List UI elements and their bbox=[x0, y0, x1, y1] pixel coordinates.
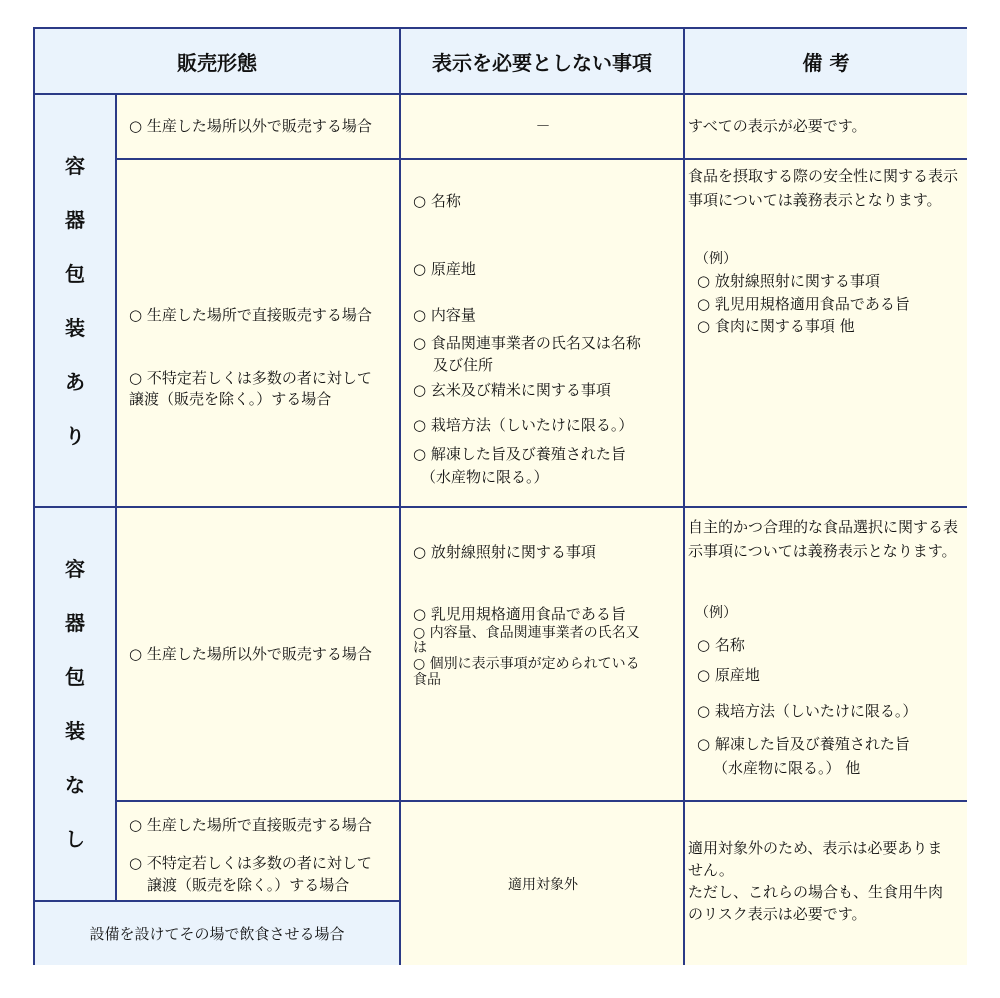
form-text: ○ 生産した場所以外で販売する場合 bbox=[129, 117, 372, 135]
with-container-char: 容 bbox=[65, 153, 85, 178]
without-container-char: な bbox=[65, 773, 85, 797]
form-text: ○ 生産した場所で直接販売する場合 bbox=[129, 306, 372, 324]
without-container-row2-form bbox=[117, 802, 401, 902]
with-container-char: 装 bbox=[65, 315, 85, 340]
remarks-text: 自主的かつ合理的な食品選択に関する表示事項については義務表示となります。 bbox=[688, 518, 959, 560]
without-container-row1-form bbox=[117, 508, 401, 802]
form-text: ○ 不特定若しくは多数の者に対して bbox=[129, 854, 372, 872]
dash-text: － bbox=[535, 117, 551, 135]
with-container-row2-items bbox=[401, 160, 685, 508]
example-item: （水産物に限る。） 他 bbox=[713, 759, 861, 777]
with-container-row1-remarks bbox=[685, 95, 967, 160]
eat-in-text: 設備を設けてその場で飲食させる場合 bbox=[89, 925, 345, 943]
with-container-char: り bbox=[65, 423, 85, 448]
example-label: （例） bbox=[695, 251, 737, 267]
with-container-char: 包 bbox=[65, 261, 85, 286]
list-item: ○ 内容量、食品関連事業者の氏名又 bbox=[413, 625, 640, 641]
remarks-text: ただし、これらの場合も、生食用牛肉 bbox=[688, 883, 944, 901]
without-container-row1-remarks bbox=[685, 508, 967, 802]
header-remarks-label: 備 考 bbox=[802, 50, 850, 75]
with-container-row2-form bbox=[117, 160, 401, 508]
example-item: ○ 原産地 bbox=[697, 666, 760, 684]
example-item: ○ 食肉に関する事項 他 bbox=[697, 317, 855, 335]
remarks-text: 食品を摂取する際の安全性に関する表示事項については義務表示となります。 bbox=[688, 167, 959, 209]
header-not-required bbox=[401, 29, 685, 95]
without-container-char: 容 bbox=[65, 557, 85, 581]
without-container-label bbox=[35, 508, 117, 902]
example-label: （例） bbox=[695, 605, 737, 621]
remarks-text: すべての表示が必要です。 bbox=[688, 117, 867, 135]
header-sales-form-label: 販売形態 bbox=[177, 50, 257, 75]
not-applicable-remarks bbox=[685, 802, 967, 965]
remarks-text: せん。 bbox=[688, 861, 734, 879]
list-item: ○ 原産地 bbox=[413, 260, 476, 278]
remarks-text: 適用対象外のため、表示は必要ありま bbox=[688, 839, 943, 857]
example-item: ○ 放射線照射に関する事項 bbox=[697, 272, 880, 290]
without-container-char: 包 bbox=[65, 665, 85, 689]
with-container-char: 器 bbox=[65, 207, 85, 232]
list-item: ○ 個別に表示事項が定められている bbox=[413, 656, 640, 672]
with-container-row1-form bbox=[117, 95, 401, 160]
header-not-required-label: 表示を必要としない事項 bbox=[432, 50, 652, 75]
form-text: 譲渡（販売を除く。）する場合 bbox=[147, 876, 350, 894]
remarks-text: のリスク表示は必要です。 bbox=[688, 905, 867, 923]
with-container-row2-remarks bbox=[685, 160, 967, 508]
list-item: ○ 放射線照射に関する事項 bbox=[413, 543, 596, 561]
with-container-row1-items bbox=[401, 95, 685, 160]
example-item: ○ 名称 bbox=[697, 636, 745, 654]
without-container-char: 器 bbox=[65, 611, 85, 635]
form-text: ○ 不特定若しくは多数の者に対して bbox=[129, 369, 372, 387]
with-container-char: あ bbox=[65, 369, 85, 394]
list-item: ○ 玄米及び精米に関する事項 bbox=[413, 381, 611, 399]
example-item: ○ 解凍した旨及び養殖された旨 bbox=[697, 735, 910, 753]
list-item: ○ 名称 bbox=[413, 192, 461, 210]
list-item: ○ 内容量 bbox=[413, 306, 476, 324]
not-applicable-items bbox=[401, 802, 685, 965]
list-item: ○ 食品関連事業者の氏名又は名称 bbox=[413, 334, 641, 352]
header-sales-form bbox=[35, 29, 401, 95]
without-container-char: 装 bbox=[65, 719, 85, 743]
list-item: （水産物に限る。） bbox=[421, 468, 549, 486]
not-applicable-text: 適用対象外 bbox=[508, 877, 578, 893]
list-item: ○ 乳児用規格適用食品である旨 bbox=[413, 605, 626, 623]
header-remarks bbox=[685, 29, 967, 95]
example-item: ○ 栽培方法（しいたけに限る。） bbox=[697, 702, 918, 720]
without-container-row1-items bbox=[401, 508, 685, 802]
list-item: ○ 解凍した旨及び養殖された旨 bbox=[413, 445, 626, 463]
example-item: ○ 乳児用規格適用食品である旨 bbox=[697, 295, 910, 313]
form-text: ○ 生産した場所以外で販売する場合 bbox=[129, 645, 372, 663]
without-container-char: し bbox=[65, 827, 85, 851]
list-item: 食品 bbox=[413, 672, 441, 688]
list-item: ○ 栽培方法（しいたけに限る。） bbox=[413, 416, 634, 434]
list-item: 及び住所 bbox=[433, 356, 494, 374]
labeling-table bbox=[33, 27, 967, 965]
list-item: は bbox=[413, 640, 427, 656]
with-container-label bbox=[35, 95, 117, 508]
form-text: ○ 生産した場所で直接販売する場合 bbox=[129, 816, 372, 834]
eat-in-form bbox=[35, 902, 401, 965]
form-text: 譲渡（販売を除く。）する場合 bbox=[129, 390, 332, 408]
